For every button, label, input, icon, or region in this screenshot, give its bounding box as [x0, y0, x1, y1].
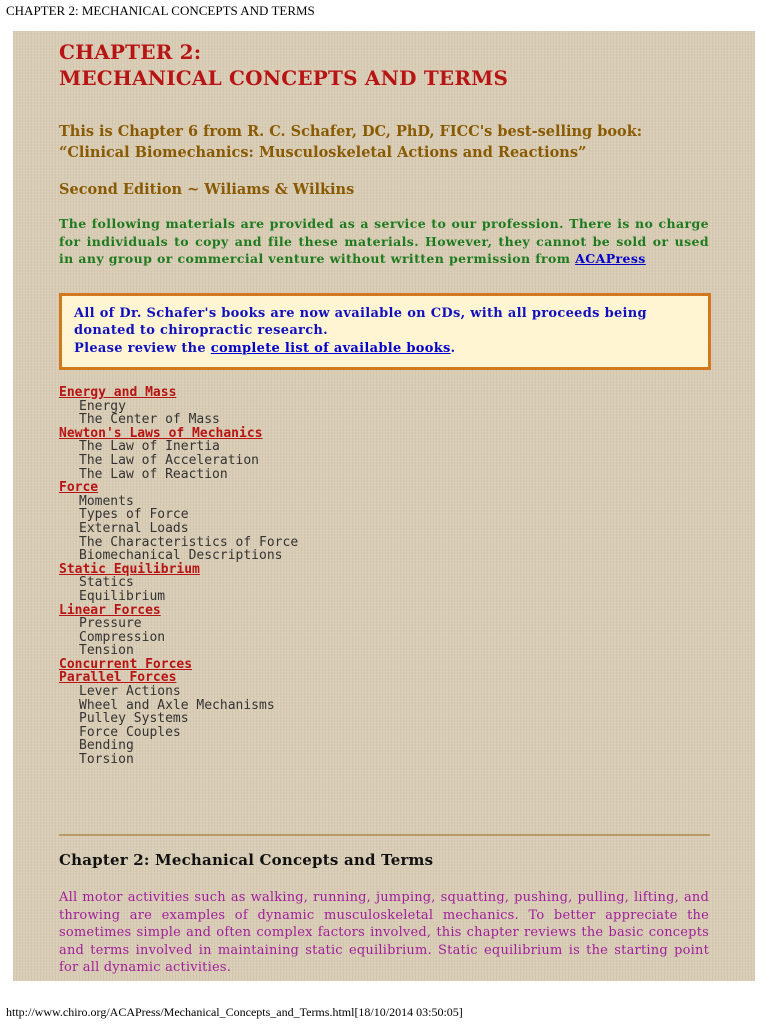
toc-item: Pressure	[79, 616, 142, 632]
print-footer-url: http://www.chiro.org/ACAPress/Mechanical_Concepts_and_Terms.html[18/10/2014 03:50:05]	[6, 1005, 463, 1019]
section-divider	[59, 834, 710, 836]
toc-item: Equilibrium	[79, 588, 166, 604]
callout-line1: All of Dr. Schafer's books are now available on CDs, with all proceeds being donated to chiropractic research.	[74, 305, 647, 338]
toc-item: The Law of Inertia	[79, 439, 220, 455]
toc-item: Lever Actions	[79, 684, 181, 700]
toc-item: External Loads	[79, 520, 189, 536]
print-header: CHAPTER 2: MECHANICAL CONCEPTS AND TERMS	[6, 3, 315, 18]
toc-item: Types of Force	[79, 507, 189, 523]
toc-link-static-equilibrium[interactable]: Static Equilibrium	[59, 561, 200, 577]
toc-item: Tension	[79, 643, 134, 659]
books-list-link[interactable]: complete list of available books	[210, 340, 451, 356]
toc-item: Force Couples	[79, 724, 181, 740]
intro-paragraph: All motor activities such as walking, running, jumping, squatting, pushing, pulling, lifting, and throwing are examples of dynamic musculoskeletal mechanics. To better appreciate the sometimes simple and often complex factors involved, this chapter reviews the basic concepts and terms involved in maintaining static equilibrium. Static equilibrium is the starting point for all dynamic activities.	[59, 890, 709, 975]
table-of-contents	[59, 386, 709, 767]
section-title: Chapter 2: Mechanical Concepts and Terms	[59, 851, 434, 869]
toc-item: Biomechanical Descriptions	[79, 548, 283, 564]
toc-link-parallel-forces[interactable]: Parallel Forces	[59, 670, 177, 686]
toc-item: The Law of Acceleration	[79, 452, 260, 468]
toc-item: Compression	[79, 629, 166, 645]
chapter-title-line1: CHAPTER 2:	[59, 40, 202, 64]
source-book-title: “Clinical Biomechanics: Musculoskeletal Actions and Reactions”	[59, 144, 587, 161]
toc-link-force[interactable]: Force	[59, 480, 99, 496]
toc-item: Moments	[79, 493, 134, 509]
edition-line: Second Edition ~ Wiliams & Wilkins	[59, 181, 355, 198]
toc-item: Energy	[79, 398, 126, 414]
toc-item: The Characteristics of Force	[79, 534, 299, 550]
toc-item: The Law of Reaction	[79, 466, 228, 482]
copyright-notice	[59, 215, 709, 268]
books-callout	[59, 293, 711, 371]
toc-item: Bending	[79, 738, 134, 754]
page-content	[59, 39, 709, 767]
toc-item: Pulley Systems	[79, 711, 189, 727]
source-line1: This is Chapter 6 from R. C. Schafer, DC, PhD, FICC's best-selling book:	[59, 123, 643, 140]
toc-link-concurrent-forces[interactable]: Concurrent Forces	[59, 656, 193, 672]
chapter-title	[59, 39, 709, 91]
document-page	[13, 31, 755, 981]
chapter-title-line2: MECHANICAL CONCEPTS AND TERMS	[59, 66, 509, 90]
notice-text: The following materials are provided as a service to our profession. There is no charge for individuals to copy and file these materials. However, they cannot be sold or used in any group or commercial venture without written permission from	[59, 216, 709, 266]
toc-item: Statics	[79, 575, 134, 591]
source-citation	[59, 121, 709, 163]
toc-item: The Center of Mass	[79, 412, 220, 428]
toc-link-energy-and-mass[interactable]: Energy and Mass	[59, 385, 177, 400]
acapress-link[interactable]: ACAPress	[575, 251, 646, 266]
toc-link-linear-forces[interactable]: Linear Forces	[59, 602, 161, 618]
callout-line2-suffix: .	[450, 340, 456, 356]
callout-line2-prefix: Please review the	[74, 340, 211, 356]
toc-item: Wheel and Axle Mechanisms	[79, 697, 275, 713]
toc-link-newtons-laws[interactable]: Newton's Laws of Mechanics	[59, 425, 263, 441]
toc-item: Torsion	[79, 752, 134, 768]
